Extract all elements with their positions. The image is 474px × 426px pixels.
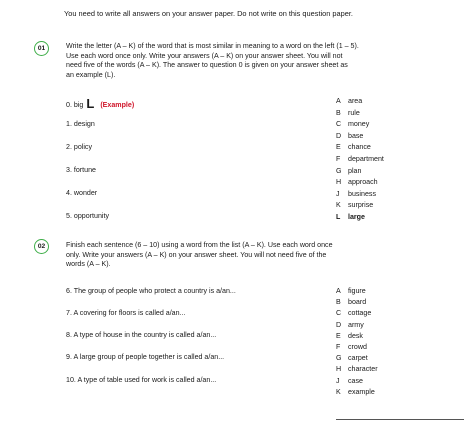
option-c: C money <box>336 120 370 129</box>
option-d: D base <box>336 131 364 140</box>
option-h: H approach <box>336 178 378 187</box>
question-10: 10. A type of table used for work is called a/an... <box>66 376 217 384</box>
question-5: 5. opportunity <box>66 212 109 220</box>
instruction-text: You need to write all answers on your answer paper. Do not write on this question paper. <box>64 9 353 18</box>
section-2-instructions <box>66 241 426 270</box>
option-f: F crowd <box>336 343 367 351</box>
question-9: 9. A large group of people together is called a/an... <box>66 353 225 361</box>
question-6: 6. The group of people who protect a country is a/an... <box>66 287 236 295</box>
option-c: C cottage <box>336 309 372 318</box>
example-label: (Example) <box>100 101 135 109</box>
question-8: 8. A type of house in the country is called a/an... <box>66 331 217 339</box>
question-7: 7. A covering for floors is called a/an... <box>66 309 186 317</box>
example-answer: L <box>86 96 95 111</box>
instruction-line: need five of the words (A – K). The answer to question 0 is given on your answer sheet as <box>66 61 348 70</box>
option-l: L large <box>336 213 365 221</box>
question-3: 3. fortune <box>66 166 96 174</box>
question-2: 2. policy <box>66 143 93 151</box>
option-k: K example <box>336 387 375 396</box>
option-g: G carpet <box>336 354 368 363</box>
example-prefix: 0. big <box>66 101 84 109</box>
answer-line <box>336 419 464 420</box>
option-e: E chance <box>336 143 371 152</box>
option-j: J business <box>336 189 376 198</box>
option-d: D army <box>336 320 364 329</box>
option-a: A area <box>336 97 363 105</box>
option-e: E desk <box>336 331 363 340</box>
option-b: B board <box>336 298 367 307</box>
instruction-line: Use each word once only. Write your answers (A – K) on your answer sheet. You will not <box>66 51 343 60</box>
instruction-line: an example (L). <box>66 70 116 79</box>
instruction-line: Write the letter (A – K) of the word that is most similar in meaning to a word on the left (1 – 5). <box>66 42 359 50</box>
example-question <box>66 95 134 110</box>
section-1-instructions <box>66 42 426 80</box>
option-b: B rule <box>336 108 360 117</box>
option-j: J case <box>336 376 363 385</box>
question-4: 4. wonder <box>66 189 98 197</box>
instruction-line: words (A – K). <box>66 260 111 269</box>
section-2-badge: 02 <box>34 239 49 254</box>
instruction-line: only. Write your answers (A – K) on your answer sheet. You will not need five of the <box>66 250 327 259</box>
option-g: G plan <box>336 166 362 175</box>
option-k: K surprise <box>336 201 374 210</box>
option-h: H character <box>336 365 378 374</box>
question-1: 1. design <box>66 120 95 128</box>
option-a: A figure <box>336 287 366 295</box>
section-1-badge: 01 <box>34 41 49 56</box>
option-f: F department <box>336 155 384 163</box>
instruction-line: Finish each sentence (6 – 10) using a word from the list (A – K). Use each word once <box>66 241 333 249</box>
